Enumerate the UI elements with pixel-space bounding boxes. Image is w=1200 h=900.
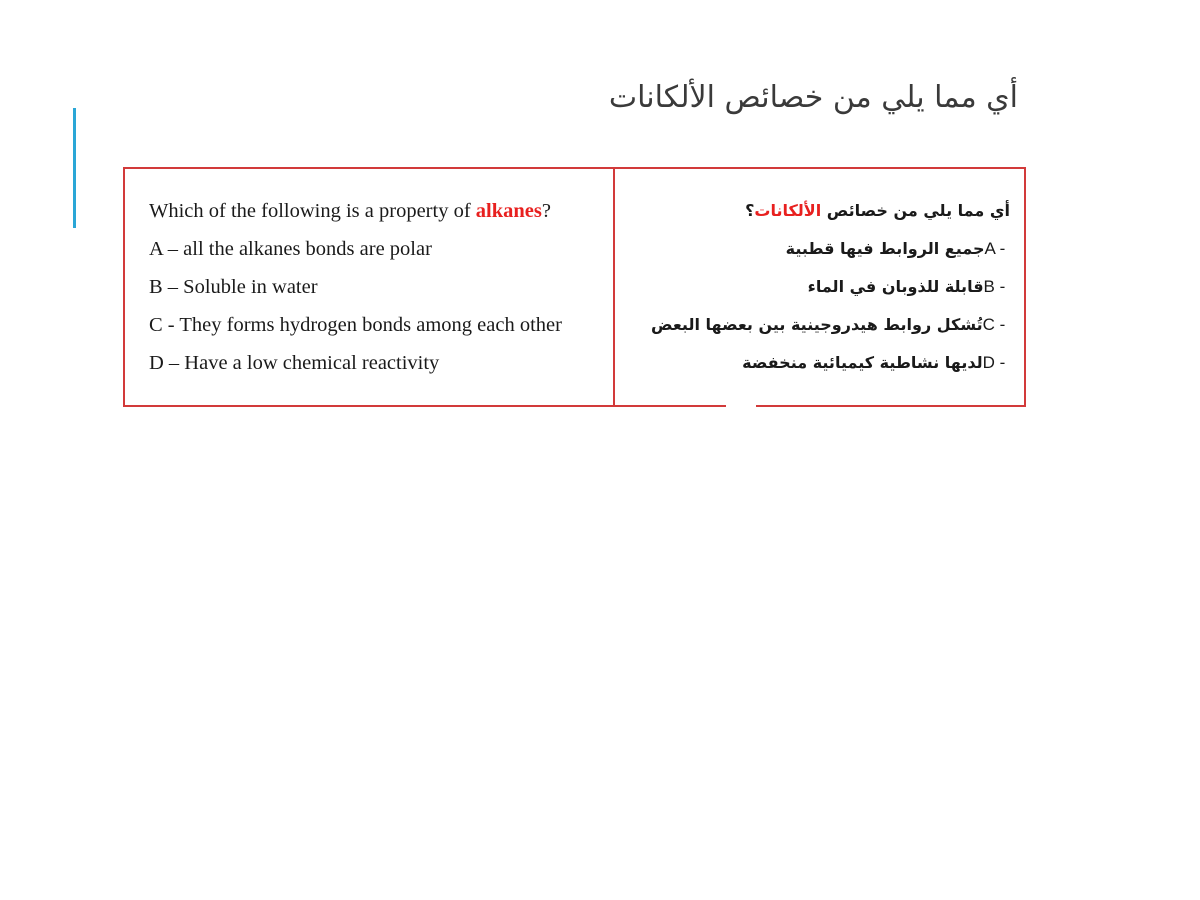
arabic-option-b-text: قابلة للذوبان في الماء — [807, 277, 984, 296]
english-option-c: C - They forms hydrogen bonds among each other — [149, 314, 562, 336]
arabic-column — [615, 169, 1024, 405]
arabic-option-b-letter: B - — [983, 277, 1010, 296]
english-column — [125, 169, 615, 405]
arabic-option-a-letter: A - — [984, 239, 1010, 258]
arabic-question — [615, 195, 1010, 233]
english-question-highlight: alkanes — [475, 200, 542, 222]
arabic-option-d-letter: D - — [982, 353, 1010, 372]
accent-bar — [73, 108, 76, 228]
english-question-suffix: ? — [541, 200, 551, 222]
question-table — [123, 167, 1026, 407]
english-option-b: B – Soluble in water — [149, 276, 318, 298]
arabic-option-a — [615, 233, 1010, 271]
border-gap — [726, 405, 756, 409]
arabic-question-highlight: الألكانات — [754, 201, 822, 220]
arabic-option-c-text: تُشكل روابط هيدروجينية بين بعضها البعض — [651, 315, 983, 334]
arabic-option-d-text: لديها نشاطية كيميائية منخفضة — [742, 353, 983, 372]
english-question-prefix: Which of the following is a property of — [149, 200, 476, 222]
arabic-question-prefix: أي مما يلي من خصائص — [821, 201, 1010, 220]
arabic-option-c — [615, 309, 1010, 347]
english-option-a: A – all the alkanes bonds are polar — [149, 238, 432, 260]
english-option-d: D – Have a low chemical reactivity — [149, 352, 440, 374]
arabic-option-a-text: جميع الروابط فيها قطبية — [785, 239, 985, 258]
english-question — [149, 195, 613, 233]
slide-title: أي مما يلي من خصائص الألكانات — [608, 80, 1018, 115]
arabic-option-c-letter: C - — [982, 315, 1010, 334]
arabic-question-suffix: ؟ — [745, 201, 755, 220]
arabic-option-b — [615, 271, 1010, 309]
arabic-option-d — [615, 347, 1010, 385]
